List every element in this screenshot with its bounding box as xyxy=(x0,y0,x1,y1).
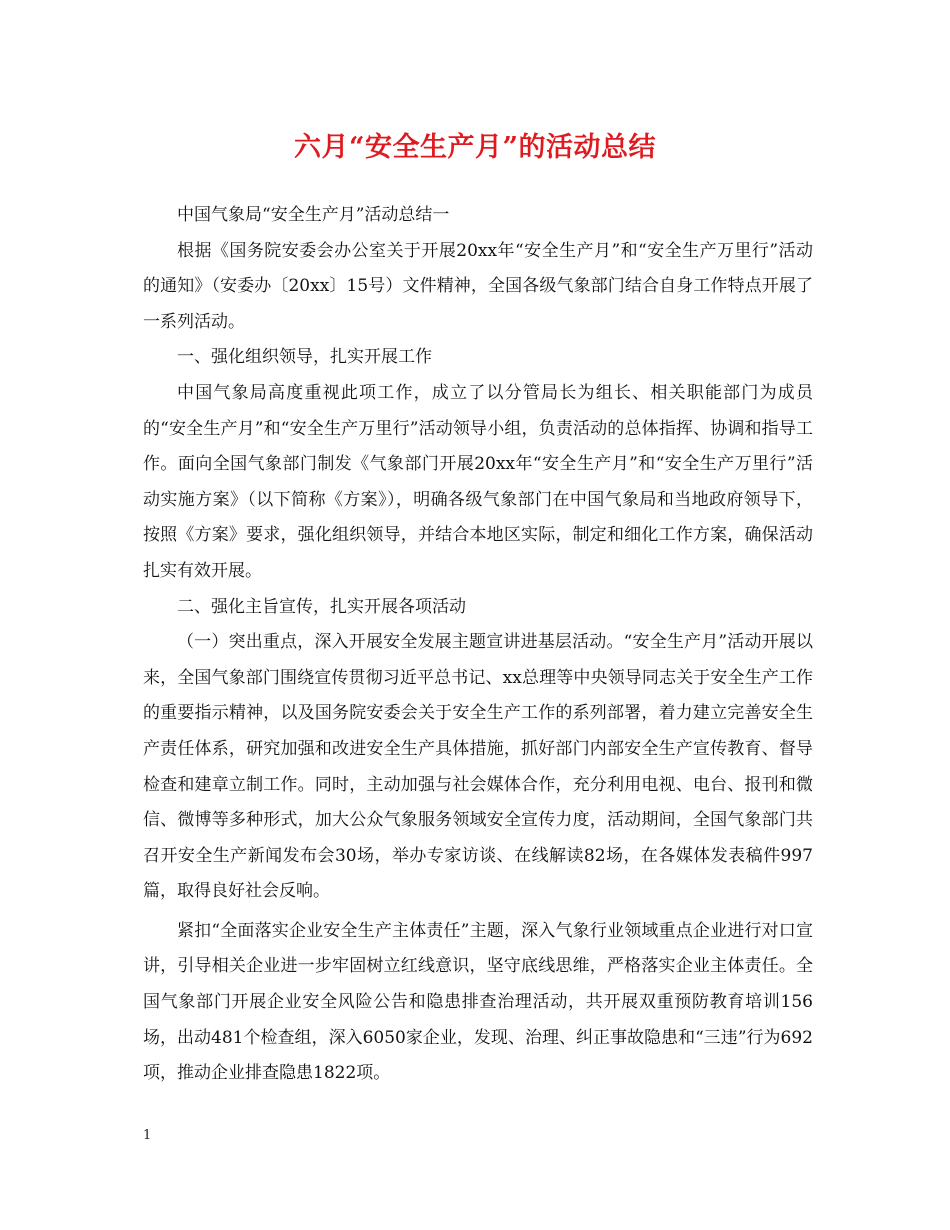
section-heading-2: 二、强化主旨宣传，扎实开展各项活动 xyxy=(177,596,466,617)
section-heading-1: 一、强化组织领导，扎实开展工作 xyxy=(177,347,432,368)
paragraph-subtitle: 中国气象局“安全生产月”活动总结一 xyxy=(177,205,450,225)
document-body xyxy=(143,198,813,1092)
paragraph-section-2-1: （一）突出重点，深入开展安全发展主题宣讲进基层活动。“安全生产月”活动开展以来，全国气象部门围绕宣传贯彻习近平总书记、xx总理等中央领导同志关于安全生产工作的重要指示精神，以及国务院安委会关于安全生产工作的系列部署，着力建立完善安全生产责任体系，研究加强和改进安全生产具体措施，抓好部门内部安全生产宣传教育、督导检查和建章立制工作。同时，主动加强与社会媒体合作，充分利用电视、电台、报刊和微信、微博等多种形式，加大公众气象服务领域安全宣传力度，活动期间，全国气象部门共召开安全生产新闻发布会30场，举办专家访谈、在线解读82场，在各媒体发表稿件997篇，取得良好社会反响。 xyxy=(143,632,813,902)
document-title: 六月“安全生产月”的活动总结 xyxy=(293,132,657,163)
page-number: 1 xyxy=(143,1128,152,1143)
paragraph-section-2-2: 紧扣“全面落实企业安全生产主体责任”主题，深入气象行业领域重点企业进行对口宣讲，引导相关企业进一步牢固树立红线意识，坚守底线思维，严格落实企业主体责任。全国气象部门开展企业安全风险公告和隐患排查治理活动，共开展双重预防教育培训156场，出动481个检查组，深入6050家企业，发现、治理、纠正事故隐患和“三违”行为692项，推动企业排查隐患1822项。 xyxy=(143,920,813,1084)
paragraph-section-1: 中国气象局高度重视此项工作，成立了以分管局长为组长、相关职能部门为成员的“安全生产月”和“安全生产万里行”活动领导小组，负责活动的总体指挥、协调和指导工作。面向全国气象部门制发《气象部门开展20xx年“安全生产月”和“安全生产万里行”活动实施方案》（以下简称《方案》），明确各级气象部门在中国气象局和当地政府领导下，按照《方案》要求，强化组织领导，并结合本地区实际，制定和细化工作方案，确保活动扎实有效开展。 xyxy=(143,382,813,581)
paragraph-intro: 根据《国务院安委会办公室关于开展20xx年“安全生产月”和“安全生产万里行”活动的通知》（安委办〔20xx〕15号）文件精神，全国各级气象部门结合自身工作特点开展了一系列活动。 xyxy=(143,240,813,332)
